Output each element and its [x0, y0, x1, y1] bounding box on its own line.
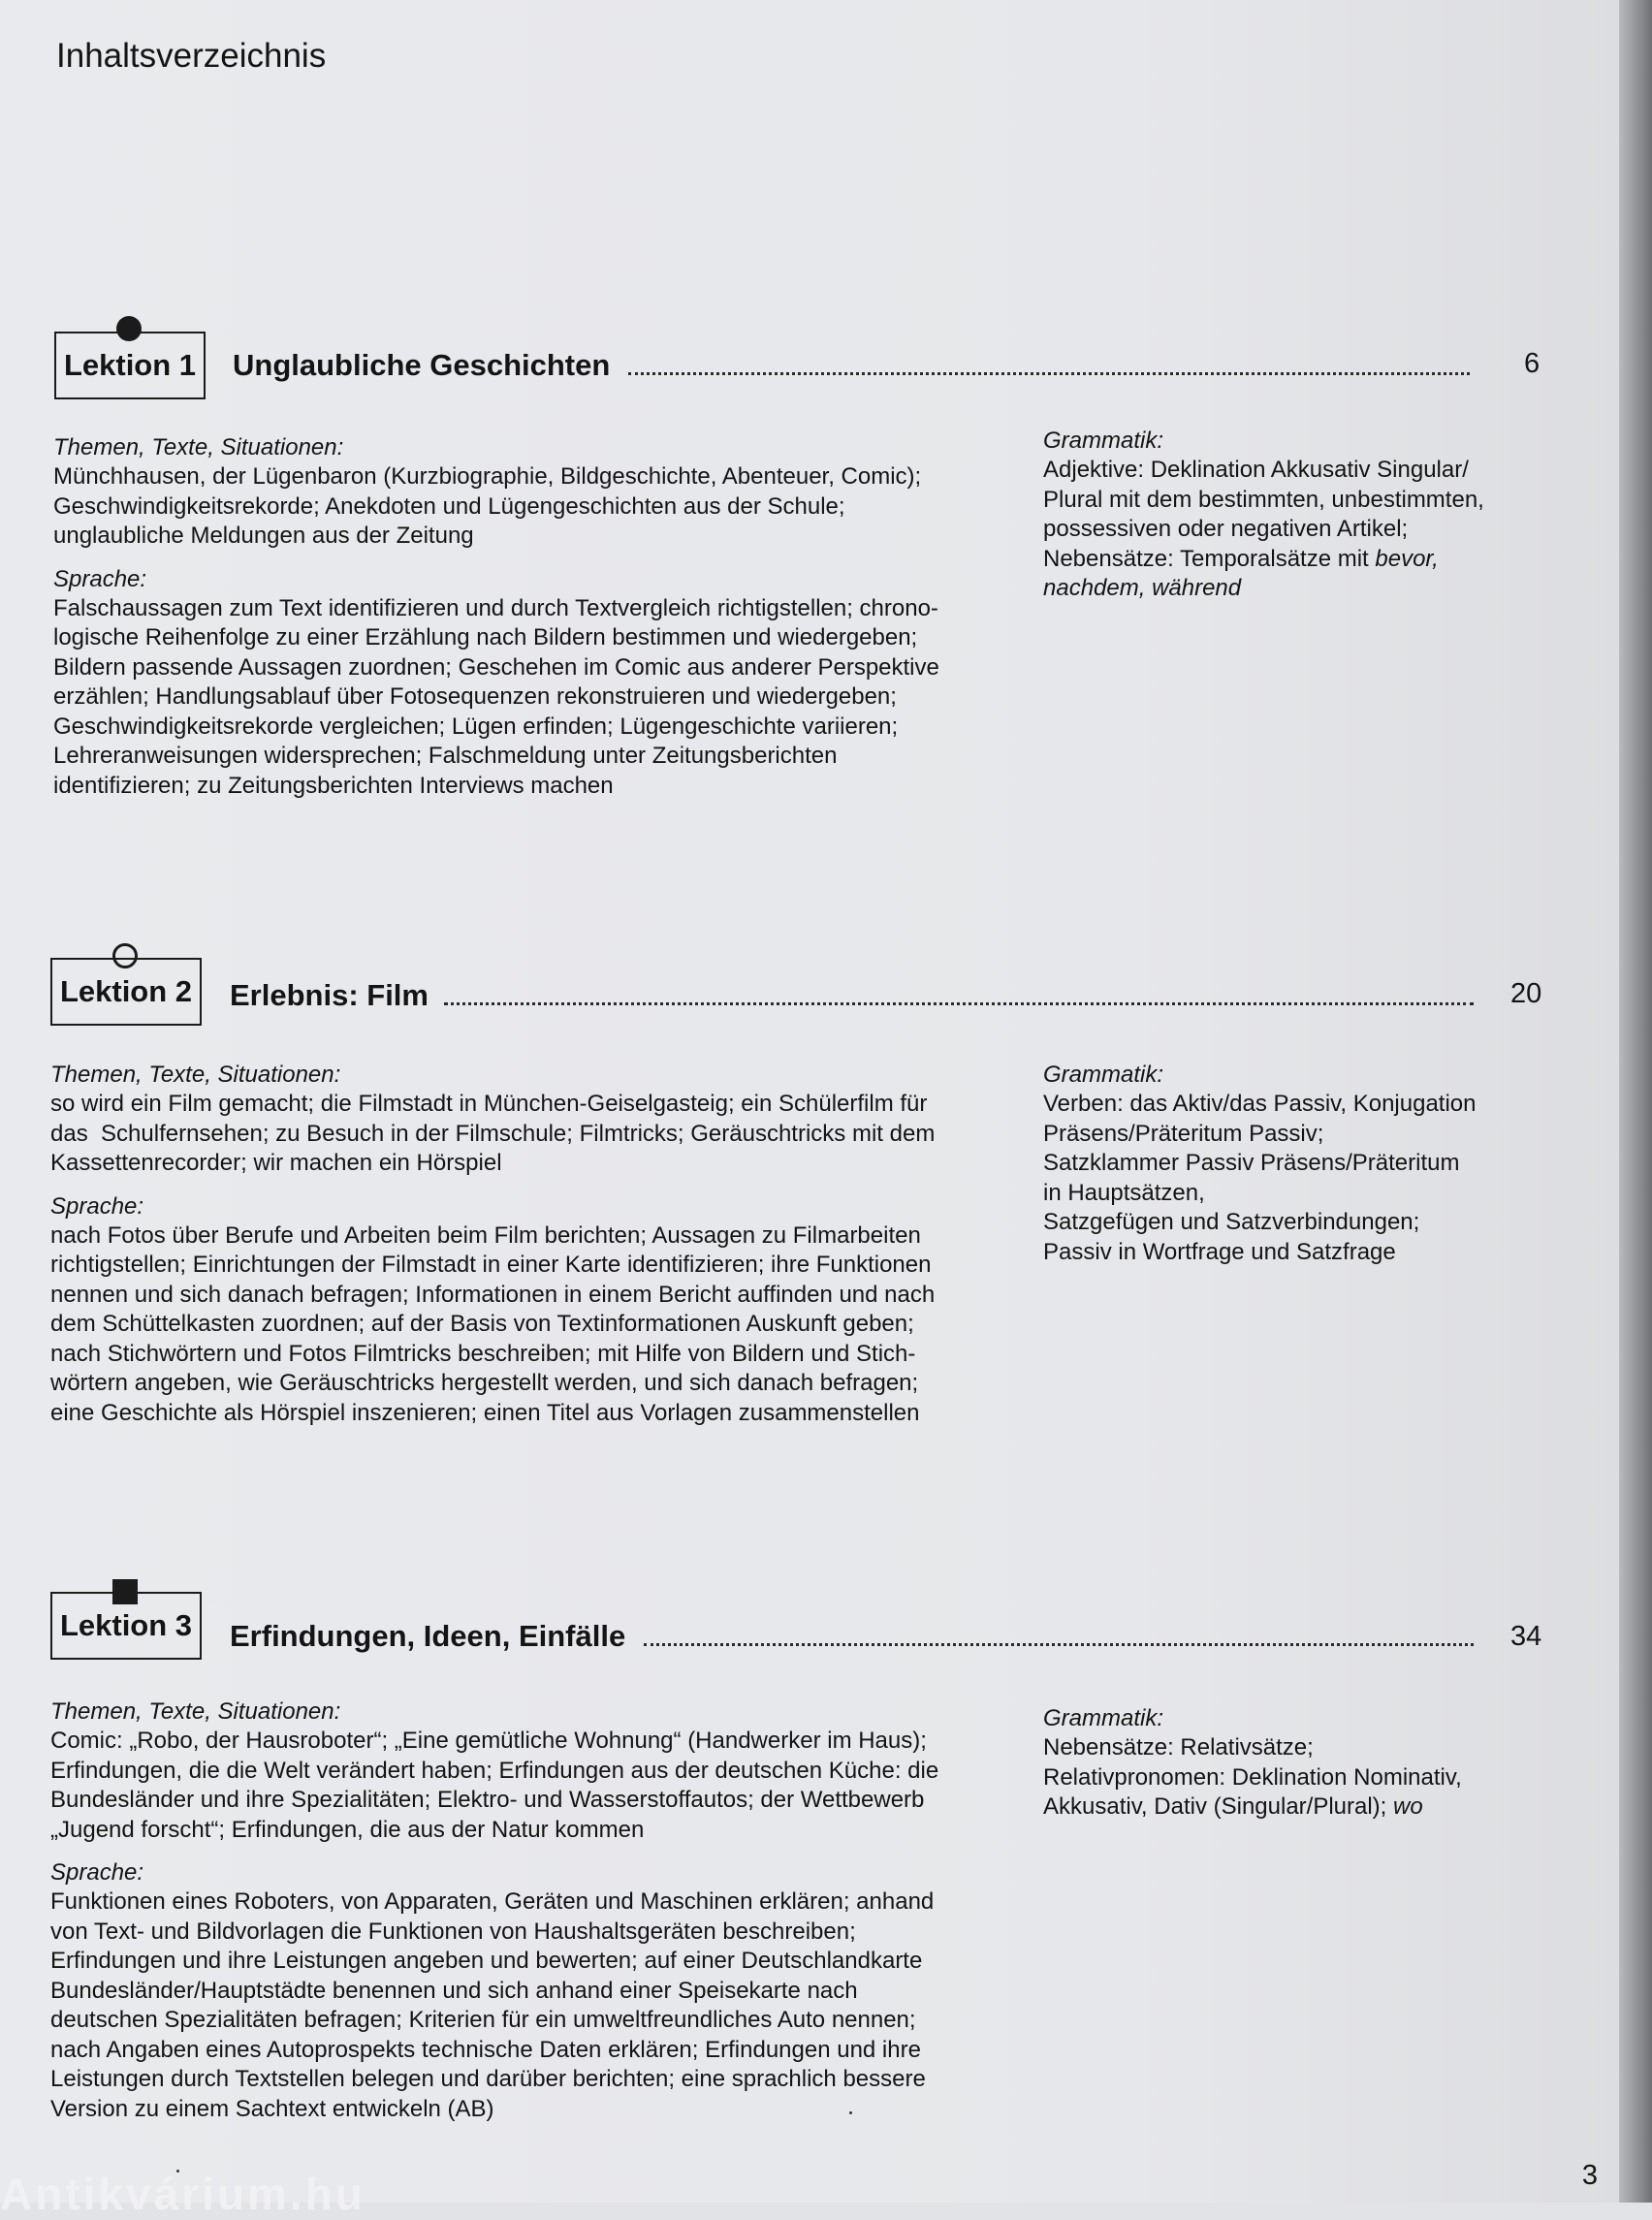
page-edge-shadow: [1619, 0, 1652, 2203]
lesson-page-number[interactable]: 6: [1524, 348, 1541, 379]
text-line: [1043, 1792, 1586, 1823]
text-line: so wird ein Film gemacht; die Filmstadt in München-Geiselgasteig; ein Schülerfilm für: [50, 1091, 928, 1117]
text-line: nach Stichwörtern und Fotos Filmtricks beschreiben; mit Hilfe von Bildern und Stich-: [50, 1340, 916, 1367]
text-line: Bundesländer und ihre Spezialitäten; Elektro- und Wasserstoffautos; der Wettbewerb: [50, 1787, 925, 1813]
text-line: Geschwindigkeitsrekorde vergleichen; Lügen erfinden; Lügengeschichte variieren;: [53, 713, 899, 740]
leader-dots: [628, 372, 1470, 375]
text-line: richtigstellen; Einrichtungen der Filmstadt in einer Karte identifizieren; ihre Funktionen: [50, 1252, 932, 1278]
text-line: in Hauptsätzen,: [1043, 1179, 1205, 1206]
text-line: wörtern angeben, wie Geräuschtricks hergestellt werden, und sich danach befragen;: [50, 1370, 919, 1396]
text-line: deutschen Spezialitäten befragen; Kriterien für ein umweltfreundliches Auto nennen;: [50, 2007, 916, 2033]
text-line: Verben: das Aktiv/das Passiv, Konjugation: [1043, 1091, 1477, 1117]
text-line: Münchhausen, der Lügenbaron (Kurzbiographie, Bildgeschichte, Abenteuer, Comic);: [53, 463, 922, 490]
lesson-label-box: Lektion 3: [50, 1592, 202, 1660]
text-line: unglaubliche Meldungen aus der Zeitung: [53, 523, 474, 549]
page-title: Inhaltsverzeichnis: [56, 37, 327, 75]
text-line: possessiven oder negativen Artikel;: [1043, 516, 1409, 542]
text-line: Passiv in Wortfrage und Satzfrage: [1043, 1238, 1396, 1265]
themen-label: Themen, Texte, Situationen:: [50, 1062, 341, 1088]
text-line: Adjektive: Deklination Akkusativ Singular/: [1043, 457, 1469, 483]
themen-text: [50, 1090, 1049, 1179]
text-line: eine Geschichte als Hörspiel inszenieren; einen Titel aus Vorlagen zusammenstellen: [50, 1399, 920, 1426]
text-line: Bundesländer/Hauptstädte benennen und sich anhand einer Speisekarte nach: [50, 1977, 858, 2004]
text-line: Kassettenrecorder; wir machen ein Hörspiel: [50, 1150, 502, 1176]
lesson-grammar-column: [1043, 1704, 1586, 1823]
italic-word: bevor,: [1375, 545, 1439, 572]
text-line: Bildern passende Aussagen zuordnen; Geschehen im Comic aus anderer Perspektive: [53, 653, 939, 681]
text-line: [1043, 545, 1586, 575]
print-speck: [849, 2111, 852, 2114]
sprache-text: [50, 1887, 1049, 2124]
text-line: Funktionen eines Roboters, von Apparaten, Geräten und Maschinen erklären; anhand: [50, 1888, 935, 1915]
grammatik-label: Grammatik:: [1043, 1705, 1164, 1731]
text-line: Plural mit dem bestimmten, unbestimmten,: [1043, 486, 1484, 513]
lesson-page-number[interactable]: 34: [1510, 1621, 1542, 1652]
grammatik-text: [1043, 1733, 1586, 1823]
lesson-main-column: [50, 1061, 1049, 1428]
text-line: Comic: „Robo, der Hausroboter“; „Eine gemütliche Wohnung“ (Handwerker im Haus);: [50, 1728, 927, 1754]
leader-dots: [644, 1643, 1474, 1646]
grammatik-label: Grammatik:: [1043, 1062, 1164, 1088]
italic-word: wo: [1393, 1793, 1423, 1820]
grammatik-text: [1043, 456, 1586, 604]
text-segment: Nebensätze: Temporalsätze mit: [1043, 545, 1376, 572]
lesson-grammar-column: [1043, 427, 1586, 604]
text-line: nach Angaben eines Autoprospekts technische Daten erklären; Erfindungen und ihre: [50, 2036, 921, 2063]
text-line: Relativpronomen: Deklination Nominativ,: [1043, 1763, 1462, 1791]
text-line: erzählen; Handlungsablauf über Fotosequenzen rekonstruieren und wiedergeben;: [53, 683, 897, 710]
lesson-main-column: [50, 1697, 1049, 2124]
sprache-label: Sprache:: [53, 565, 147, 592]
page-number: 3: [1581, 2160, 1598, 2191]
text-line: identifizieren; zu Zeitungsberichten Interviews machen: [53, 772, 614, 799]
lesson-title[interactable]: Erlebnis: Film: [230, 978, 429, 1012]
text-line: Nebensätze: Relativsätze;: [1043, 1734, 1314, 1760]
watermark-logo: Antikvárium.hu: [0, 2169, 365, 2219]
sprache-label: Sprache:: [50, 1192, 144, 1220]
text-line: Falschaussagen zum Text identifizieren und durch Textvergleich richtigstellen; chrono-: [53, 594, 938, 621]
text-segment: Akkusativ, Dativ (Singular/Plural);: [1043, 1793, 1394, 1820]
lesson-label-box: Lektion 2: [50, 958, 202, 1026]
text-line: Version zu einem Sachtext entwickeln (AB): [50, 2095, 494, 2122]
lesson-title[interactable]: Erfindungen, Ideen, Einfälle: [230, 1619, 626, 1653]
text-line: „Jugend forscht“; Erfindungen, die aus der Natur kommen: [50, 1816, 645, 1843]
text-line: Satzklammer Passiv Präsens/Präteritum: [1043, 1150, 1460, 1176]
grammatik-text: [1043, 1090, 1586, 1267]
lesson-page-number[interactable]: 20: [1510, 978, 1542, 1009]
text-line: Erfindungen und ihre Leistungen angeben und bewerten; auf einer Deutschlandkarte: [50, 1948, 923, 1974]
lesson-label-box: Lektion 1: [54, 332, 206, 399]
text-line: Geschwindigkeitsrekorde; Anekdoten und Lügengeschichten aus der Schule;: [53, 492, 845, 520]
text-line: Lehreranweisungen widersprechen; Falschmeldung unter Zeitungsberichten: [53, 743, 838, 769]
themen-text: [53, 462, 1042, 552]
text-line: Leistungen durch Textstellen belegen und darüber berichten; eine sprachlich bessere: [50, 2066, 926, 2092]
text-line: von Text- und Bildvorlagen die Funktionen von Haushaltsgeräten beschreiben;: [50, 1918, 856, 1945]
text-line: logische Reihenfolge zu einer Erzählung nach Bildern bestimmen und wiedergeben;: [53, 624, 918, 650]
themen-text: [50, 1727, 1049, 1845]
sprache-text: [50, 1221, 1049, 1429]
lesson-main-column: [53, 433, 1042, 801]
text-line: dem Schüttelkasten zuordnen; auf der Basis von Textinformationen Auskunft geben;: [50, 1311, 914, 1337]
themen-label: Themen, Texte, Situationen:: [50, 1698, 341, 1725]
lesson-grammar-column: [1043, 1061, 1586, 1267]
text-line: nennen und sich danach befragen; Informationen in einem Bericht auffinden und nach: [50, 1281, 936, 1308]
text-line: nachdem, während: [1043, 575, 1242, 601]
grammatik-label: Grammatik:: [1043, 428, 1164, 454]
text-line: nach Fotos über Berufe und Arbeiten beim Film berichten; Aussagen zu Filmarbeiten: [50, 1221, 921, 1249]
leader-dots: [444, 1002, 1474, 1005]
lesson-title[interactable]: Unglaubliche Geschichten: [233, 348, 611, 382]
text-line: Erfindungen, die die Welt verändert haben; Erfindungen aus der deutschen Küche: die: [50, 1757, 939, 1784]
themen-label: Themen, Texte, Situationen:: [53, 434, 344, 460]
sprache-text: [53, 594, 1042, 802]
sprache-label: Sprache:: [50, 1859, 144, 1886]
text-line: Präsens/Präteritum Passiv;: [1043, 1120, 1324, 1147]
text-line: Satzgefügen und Satzverbindungen;: [1043, 1209, 1420, 1235]
text-line: das Schulfernsehen; zu Besuch in der Filmschule; Filmtricks; Geräuschtricks mit dem: [50, 1120, 936, 1147]
